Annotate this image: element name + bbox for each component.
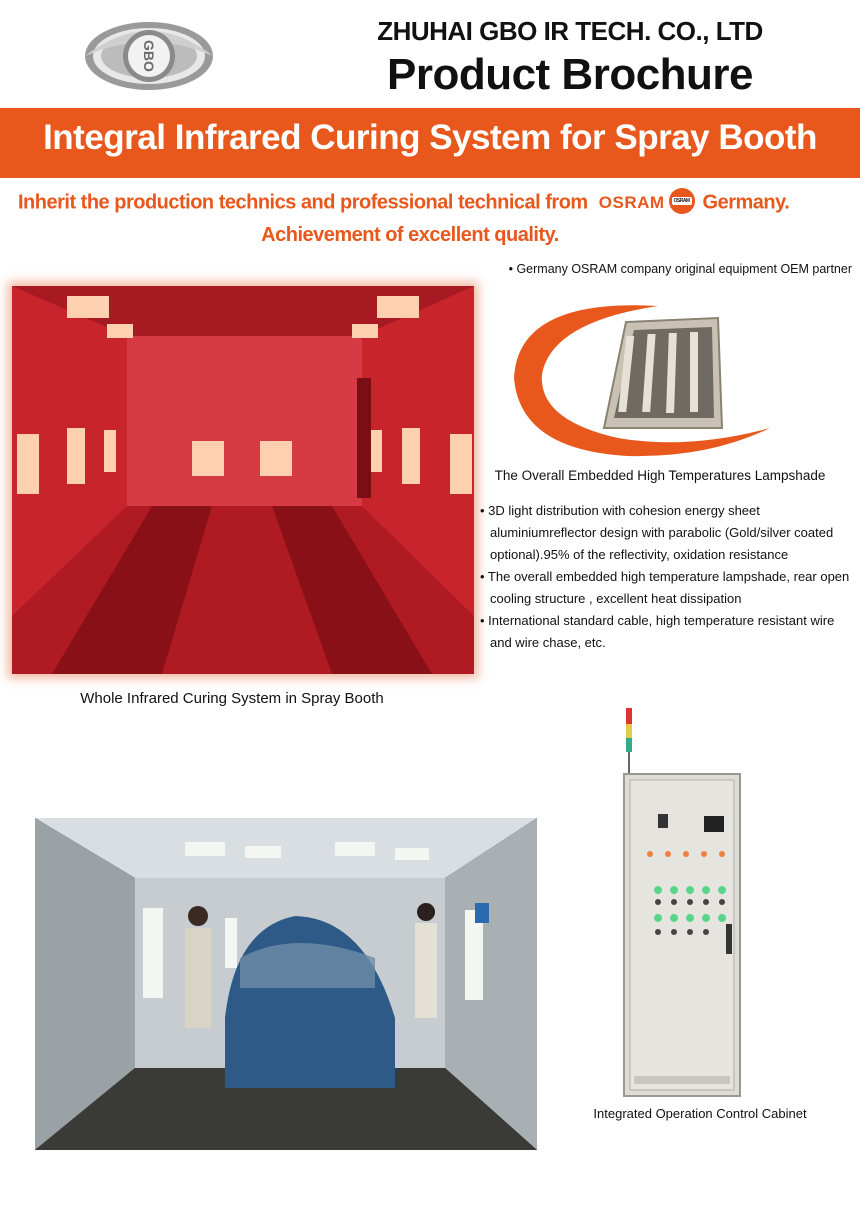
feature-item: • 3D light distribution with cohesion energy sheet aluminiumreflector design with parabolic (Gold/silver coated optional).95% of the reflectivity, oxidation resistance bbox=[480, 503, 834, 562]
tagline-line1 bbox=[18, 190, 848, 216]
feature-item: • The overall embedded high temperature lampshade, rear open cooling structure , excellent heat dissipation bbox=[480, 569, 850, 606]
spray-booth-photo bbox=[12, 286, 474, 674]
lampshade-caption: The Overall Embedded High Temperatures Lampshade bbox=[494, 468, 826, 483]
cabinet-caption: Integrated Operation Control Cabinet bbox=[593, 1106, 807, 1121]
feature-item: • International standard cable, high temperature resistant wire and wire chase, etc. bbox=[480, 613, 835, 650]
logo-text: GBO bbox=[141, 40, 157, 72]
tagline-line2: Achievement of excellent quality. bbox=[261, 224, 559, 246]
lampshade-image bbox=[508, 300, 776, 458]
booth-caption: Whole Infrared Curing System in Spray Booth bbox=[80, 690, 384, 707]
page-title: Product Brochure bbox=[386, 50, 754, 99]
tagline-country: Germany. bbox=[702, 191, 790, 214]
workshop-photo bbox=[35, 818, 537, 1150]
control-cabinet-image bbox=[618, 706, 748, 1100]
company-logo bbox=[82, 14, 216, 98]
feature-list bbox=[480, 500, 856, 654]
osram-brand: OSRAM bbox=[598, 193, 665, 213]
company-name: ZHUHAI GBO IR TECH. CO., LTD bbox=[377, 16, 763, 46]
osram-logo-icon: OSRAM bbox=[669, 188, 695, 214]
tagline-text: Inherit the production technics and professional technical from bbox=[18, 191, 588, 214]
oem-note: • Germany OSRAM company original equipment OEM partner bbox=[508, 262, 852, 276]
banner-title: Integral Infrared Curing System for Spray Booth bbox=[43, 118, 817, 157]
